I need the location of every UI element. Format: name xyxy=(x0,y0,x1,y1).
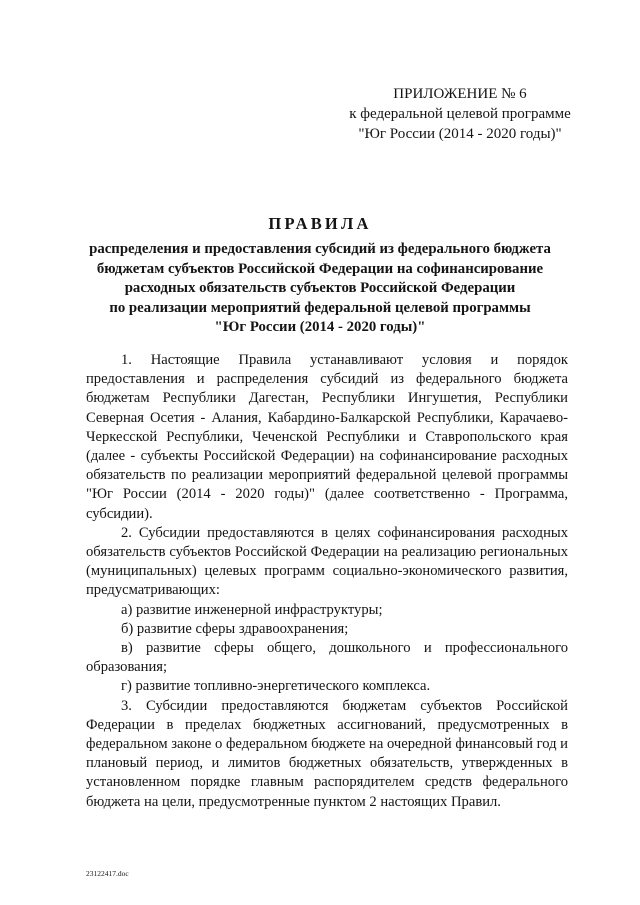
paragraph-1: 1. Настоящие Правила устанавливают условия и порядок предоставления и распределения субсидий из федерального бюджета бюджетам Республики Дагестан, Республики Ингушетия, Республики Северная Осетия - Алания, Кабардино-Балкарской Республики, Карачаево-Черкесской Республики, Чеченской Республики и Ставропольского края (далее - субъекты Российской Федерации) на софинансирование расходных обязательств по реализации мероприятий федеральной целевой программы "Юг России (2014 - 2020 годы)" (далее соответственно - Программа, субсидии). xyxy=(86,352,568,522)
subtitle-line: расходных обязательств субъектов Российской Федерации xyxy=(124,280,516,296)
list-item-g: г) развитие топливно-энергетического комплекса. xyxy=(121,678,431,695)
subtitle-line: "Юг России (2014 - 2020 годы)" xyxy=(214,319,426,335)
subtitle-line: распределения и предоставления субсидий из федерального бюджета xyxy=(89,241,551,257)
subtitle-line: по реализации мероприятий федеральной целевой программы xyxy=(109,299,531,316)
list-item-v: в) развитие сферы общего, дошкольного и профессионального образования; xyxy=(86,640,568,676)
document-subtitle xyxy=(62,240,578,338)
document-title: ПРАВИЛА xyxy=(268,214,372,233)
list-item-b: б) развитие сферы здравоохранения; xyxy=(121,620,349,637)
appendix-program-line: к федеральной целевой программе xyxy=(349,106,571,122)
file-name-footer: 23122417.doc xyxy=(86,869,129,878)
appendix-program-name: "Юг России (2014 - 2020 годы)" xyxy=(358,126,562,142)
paragraph-3: 3. Субсидии предоставляются бюджетам субъектов Российской Федерации в пределах бюджетных ассигнований, предусмотренных в федеральном законе о федеральном бюджете на очередной финансовый год и плановый период, и лимитов бюджетных обязательств, утвержденных в установленном порядке главным распорядителем средств федерального бюджета на цели, предусмотренные пунктом 2 настоящих Правил. xyxy=(86,697,568,810)
document-body xyxy=(86,351,568,812)
appendix-label: ПРИЛОЖЕНИЕ № 6 xyxy=(393,86,527,102)
paragraph-2: 2. Субсидии предоставляются в целях софинансирования расходных обязательств субъектов Российской Федерации на реализацию региональных (муниципальных) целевых программ социально-экономического развития, предусматривающих: xyxy=(86,524,568,599)
appendix-header xyxy=(330,84,590,144)
list-item-a: а) развитие инженерной инфраструктуры; xyxy=(121,601,383,618)
subtitle-line: бюджетам субъектов Российской Федерации на софинансирование xyxy=(96,260,544,277)
